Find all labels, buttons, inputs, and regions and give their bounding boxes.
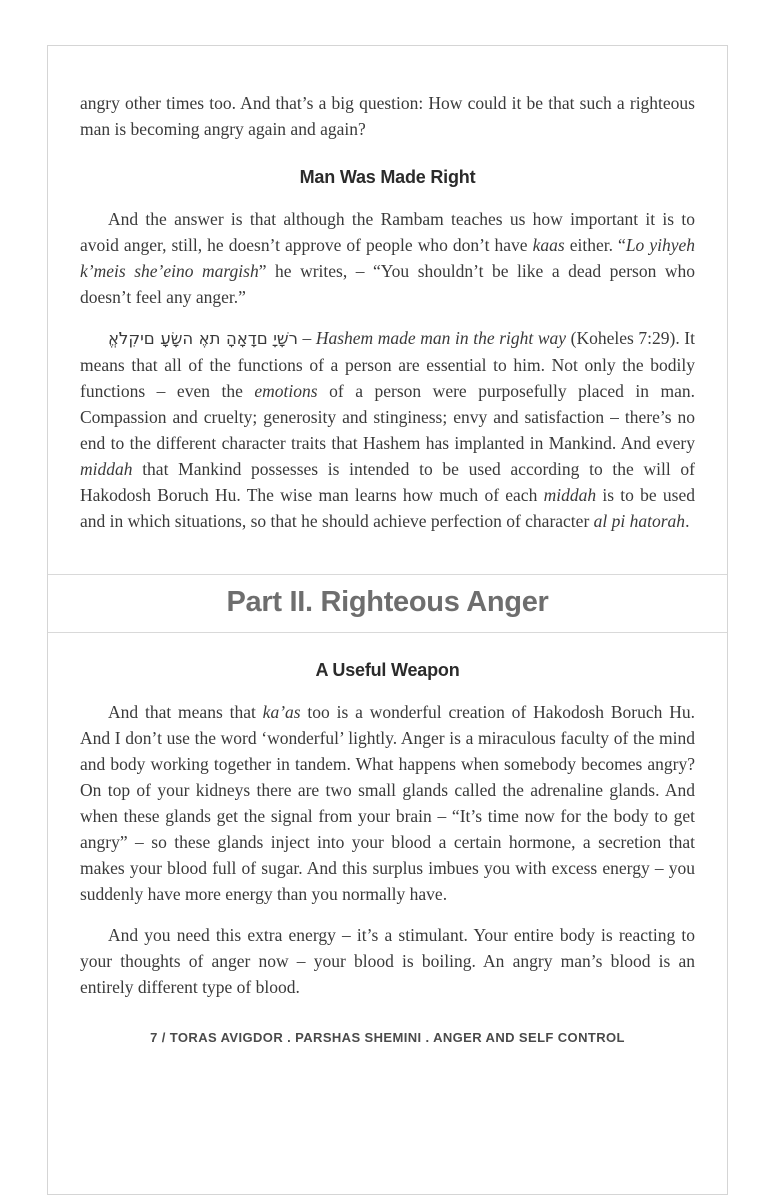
text-segment: And the answer is that although the Rambam teaches us how important it is to avoid anger, still, he doesn’t approve of people who don’t have (80, 209, 695, 255)
text-segment: And you need this extra energy – it’s a stimulant. Your entire body is reacting to your thoughts of anger now – your blood is boiling. An angry man’s blood is an entirely different type of blood. (80, 925, 695, 997)
text-segment: of a person were purposefully placed in man. Compassion and cruelty; generosity and stinginess; envy and satisfaction – there’s no end to the different character traits that Hashem has implanted in Mankind. And every (80, 381, 695, 453)
text-segment: . (685, 511, 690, 531)
page-card (47, 45, 728, 1195)
text-segment: kaas (532, 235, 565, 255)
heading-a-useful-weapon: A Useful Weapon (315, 660, 460, 680)
text-segment: Lo yihyeh k’meis she’eino margish (80, 235, 696, 281)
text-segment: middah (80, 459, 133, 479)
page-footer: 7 / TORAS AVIGDOR . PARSHAS SHEMINI . ANGER AND SELF CONTROL (150, 1030, 625, 1045)
hebrew-text-segment: אֱלֹקִים עָשָׂה אֶת הָאָדָם יָשָׁר (108, 329, 298, 348)
paragraph-wonderful-creation (80, 699, 695, 907)
paragraph-answer (80, 206, 695, 310)
paragraph-extra-energy (80, 922, 695, 1000)
text-segment: And that means that (108, 702, 263, 722)
text-segment: al pi hatorah (593, 511, 686, 531)
text-segment: too is a wonderful creation of Hakodosh Boruch Hu. And I don’t use the word ‘wonderful’ lightly. Anger is a miraculous faculty of the mind and body working together in tandem. What happens when somebody becomes angry? On top of your kidneys there are two small glands called the adrenaline glands. And when these glands get the signal from your brain – “It’s time now for the body to get angry” – so these glands inject into your blood a certain hormone, a secretion that makes your blood full of sugar. And this surplus imbues you with excess energy – you suddenly have more energy than you normally have. (80, 702, 695, 904)
paragraph-hashem-made-man (80, 325, 695, 534)
text-segment: Hashem made man in the right way (315, 328, 567, 348)
text-segment: that Mankind possesses is intended to be used according to the will of Hakodosh Boruch Hu. The wise man learns how much of each (80, 459, 695, 505)
text-segment: is to be used and in which situations, so that he should achieve perfection of character (80, 485, 695, 531)
text-segment: middah (543, 485, 597, 505)
paragraph-continuation (80, 90, 695, 142)
text-segment: ” he writes, – “You shouldn’t be like a dead person who doesn’t feel any anger.” (80, 261, 695, 307)
text-segment: either. “ (564, 235, 626, 255)
text-segment: angry other times too. And that’s a big question: How could it be that such a righteous man is becoming angry again and again? (80, 93, 695, 139)
part-divider-band (48, 574, 727, 633)
text-segment: (Koheles 7:29). It means that all of the functions of a person are essential to him. Not only the bodily functions – even the (80, 328, 695, 401)
text-segment: emotions (254, 381, 318, 401)
heading-man-was-made-right: Man Was Made Right (299, 167, 476, 187)
text-segment: – (297, 328, 316, 348)
part-title: Part II. Righteous Anger (226, 586, 549, 618)
text-segment: ka’as (262, 702, 301, 722)
